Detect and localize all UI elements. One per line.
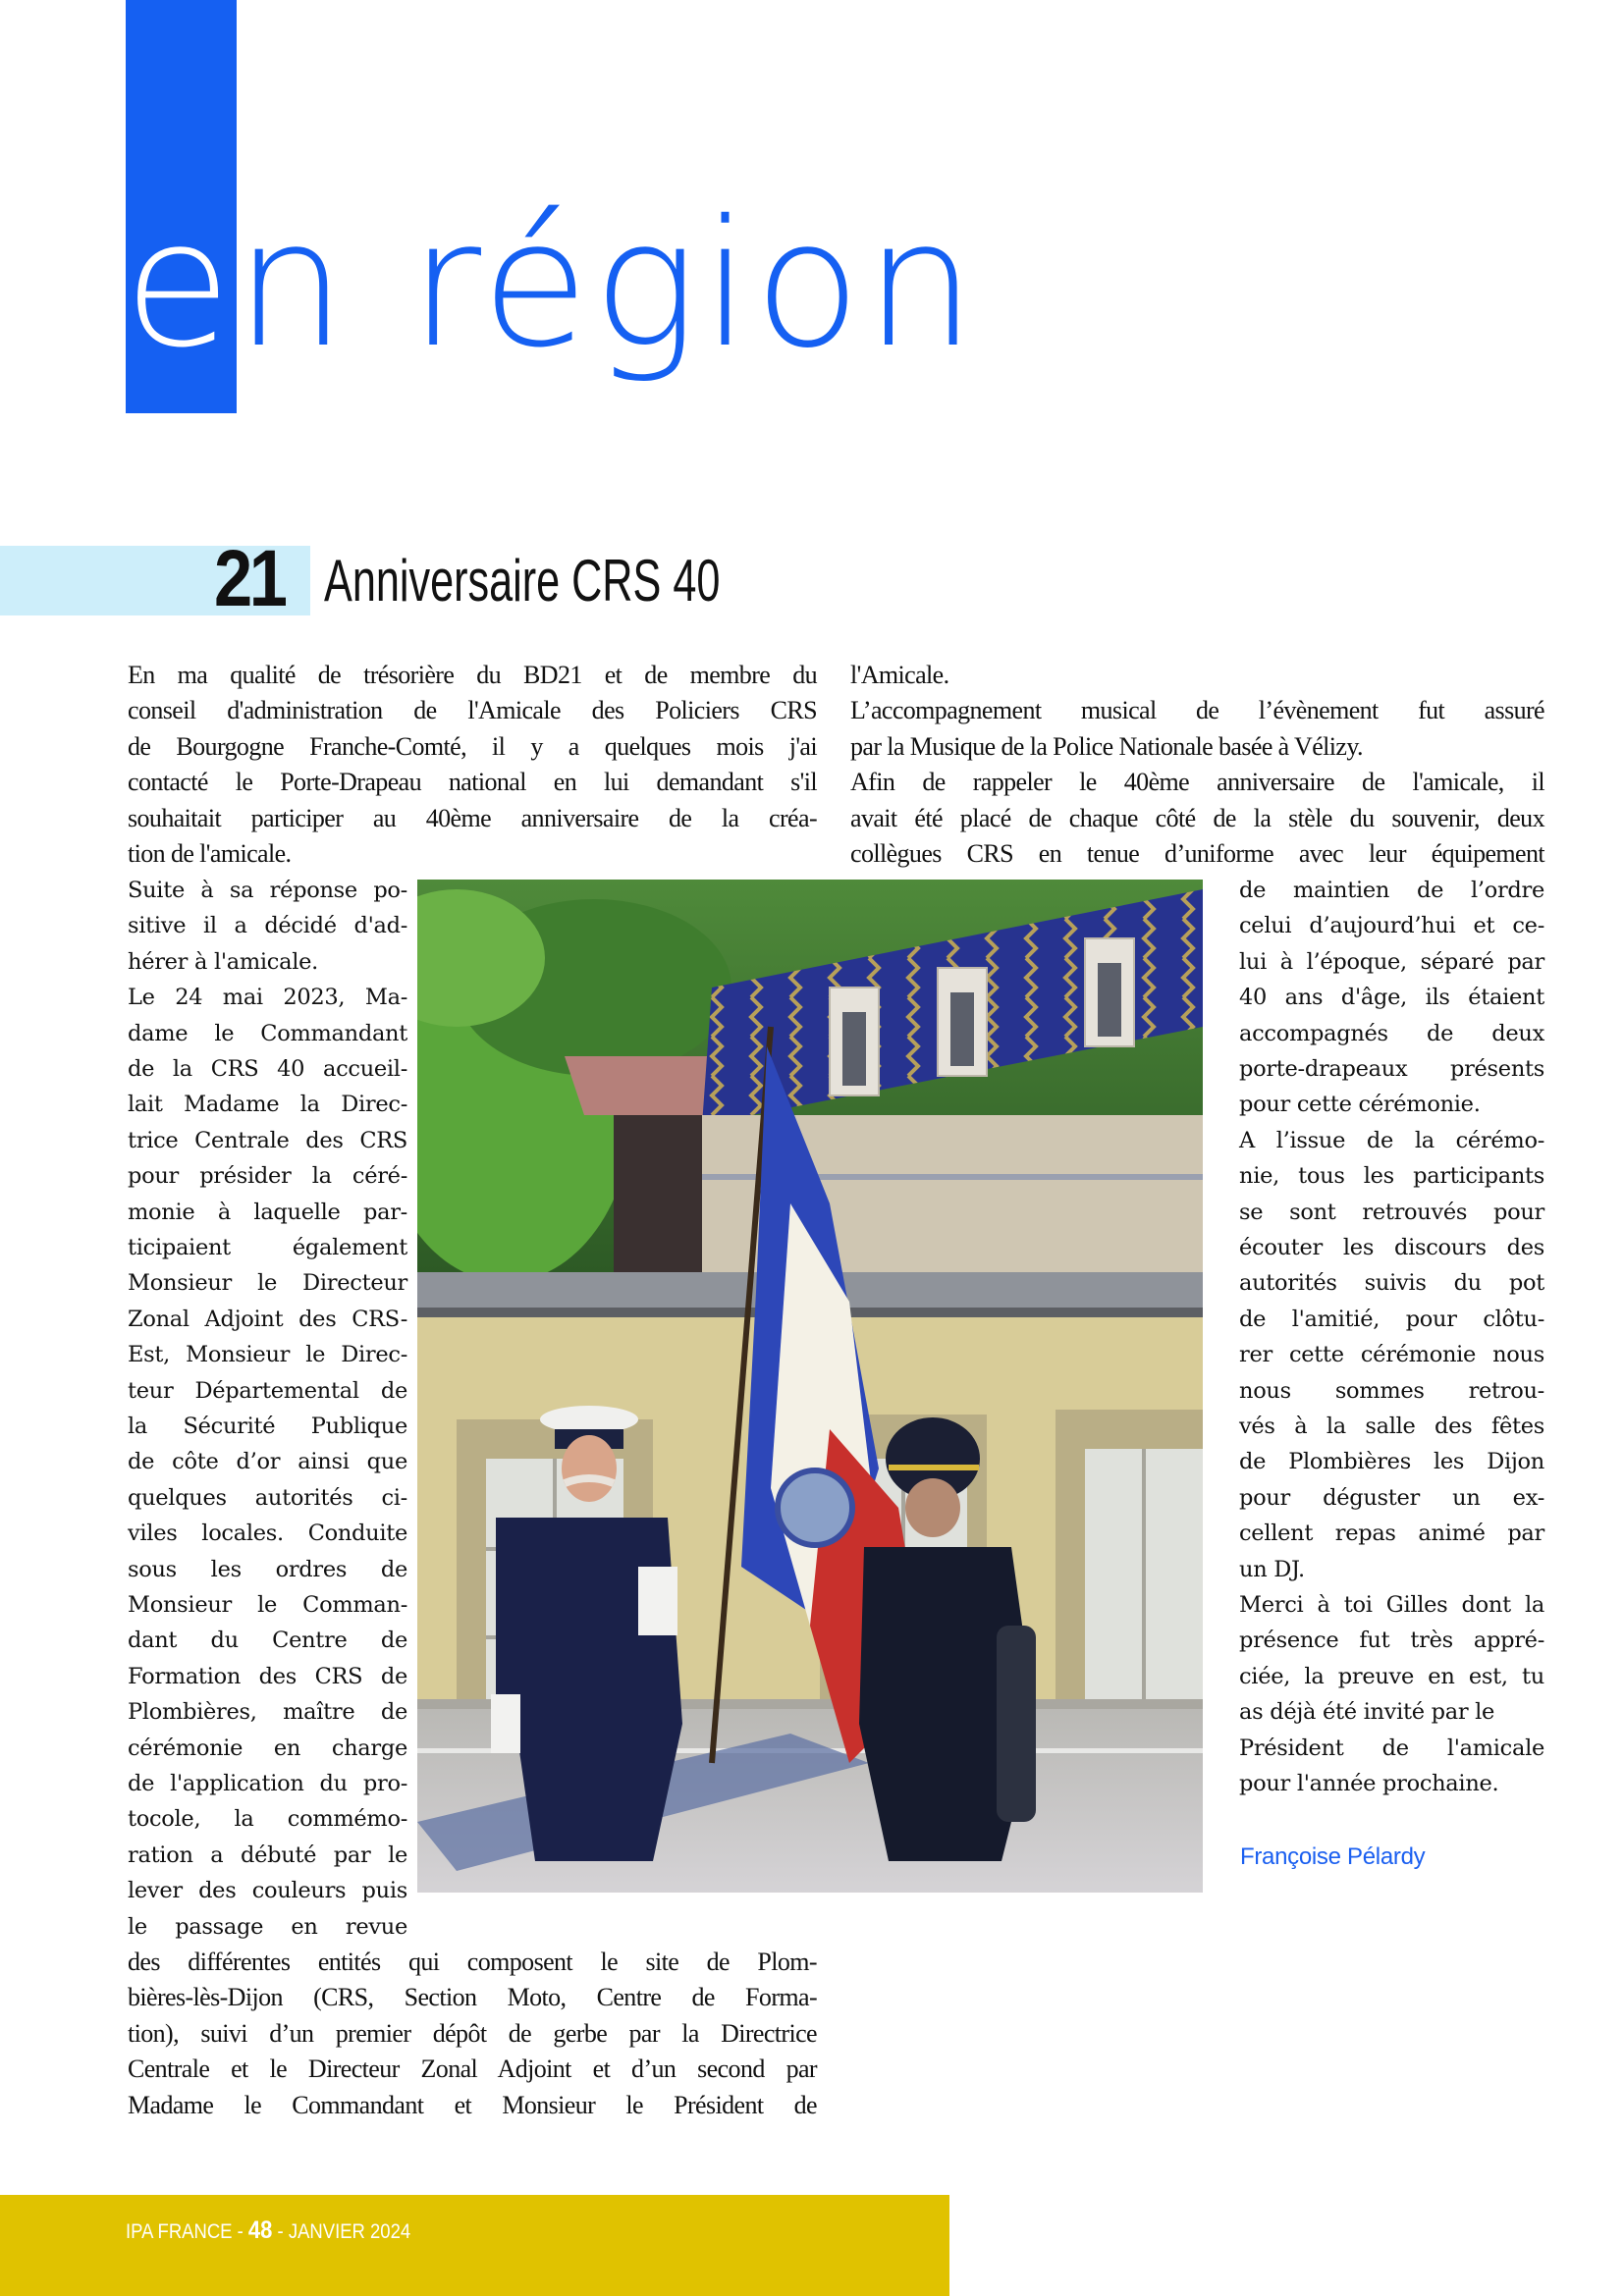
- text-line: accompagnés de deux: [1239, 1020, 1544, 1046]
- text-line: pour cette cérémonie.: [1239, 1092, 1481, 1118]
- photo-illustration: [417, 880, 1203, 1893]
- text-line: collègues CRS en tenue d’uniforme avec leur équipement: [850, 839, 1544, 868]
- text-line: cérémonie en charge: [128, 1735, 407, 1761]
- text-line: de l'amitié, pour clôtu-: [1239, 1306, 1544, 1332]
- text-line: nie, tous les participants: [1239, 1163, 1544, 1190]
- text-line: monie à laquelle par-: [128, 1199, 407, 1225]
- text-line: Zonal Adjoint des CRS-: [128, 1306, 407, 1332]
- text-line: as déjà été invité par le: [1239, 1699, 1495, 1726]
- text-line: En ma qualité de trésorière du BD21 et de membre du: [128, 661, 817, 689]
- text-line: Président de l'amicale: [1239, 1735, 1544, 1761]
- text-line: de l'application du pro-: [128, 1771, 407, 1796]
- text-line: Madame le Commandant et Monsieur le Président de: [128, 2090, 817, 2119]
- text-line: souhaitait participer au 40ème anniversaire de la créa-: [128, 803, 817, 832]
- text-line: lui à l’époque, séparé par: [1239, 948, 1544, 975]
- article-title: Anniversaire CRS 40: [324, 548, 721, 614]
- text-line: rer cette cérémonie nous: [1239, 1342, 1544, 1368]
- page-number: 48: [247, 2216, 273, 2244]
- text-line: de Plombières les Dijon: [1239, 1449, 1544, 1475]
- text-line: pour présider la céré-: [128, 1163, 407, 1190]
- text-line: présence fut très appré-: [1239, 1628, 1544, 1654]
- text-line: conseil d'administration de l'Amicale des Policiers CRS: [128, 696, 817, 725]
- text-line: contacté le Porte-Drapeau national en lui demandant s'il: [128, 768, 817, 797]
- author-signature: Françoise Pélardy: [1240, 1843, 1426, 1870]
- text-line: pour déguster un ex-: [1239, 1484, 1544, 1511]
- text-line: Le 24 mai 2023, Ma-: [128, 985, 407, 1011]
- footer-text: [126, 2211, 410, 2250]
- text-line: quelques autorités ci-: [128, 1484, 407, 1511]
- text-line: la Sécurité Publique: [128, 1414, 407, 1439]
- text-line: Monsieur le Comman-: [128, 1592, 407, 1618]
- text-line: lever des couleurs puis: [128, 1878, 407, 1904]
- text-line: tion), suivi d’un premier dépôt de gerbe par la Directrice: [128, 2018, 817, 2048]
- text-line: L’accompagnement musical de l’évènement fut assuré: [850, 696, 1544, 725]
- text-line: tocole, la commémo-: [128, 1806, 407, 1833]
- text-line: dant du Centre de: [128, 1628, 407, 1654]
- text-line: Centrale et le Directeur Zonal Adjoint et d’un second par: [128, 2055, 817, 2084]
- text-line: pour l'année prochaine.: [1239, 1771, 1499, 1796]
- text-line: viles locales. Conduite: [128, 1521, 407, 1547]
- department-number: 21: [214, 534, 285, 623]
- text-line: bières-lès-Dijon (CRS, Section Moto, Centre de Forma-: [128, 1983, 817, 2012]
- text-line: lait Madame la Direc-: [128, 1092, 407, 1118]
- text-line: tion de l'amicale.: [128, 839, 292, 868]
- text-line: de maintien de l’ordre: [1239, 878, 1544, 903]
- section-title-first-letter: e: [124, 183, 236, 386]
- text-line: Afin de rappeler le 40ème anniversaire de l'amicale, il: [850, 768, 1544, 797]
- section-title: [124, 167, 980, 402]
- section-title-rest: n région: [235, 183, 980, 386]
- text-line: 40 ans d'âge, ils étaient: [1239, 985, 1544, 1011]
- text-line: nous sommes retrou-: [1239, 1377, 1544, 1404]
- text-line: teur Départemental de: [128, 1377, 407, 1404]
- text-line: Monsieur le Directeur: [128, 1270, 407, 1297]
- text-line: vés à la salle des fêtes: [1239, 1414, 1544, 1439]
- text-line: dame le Commandant: [128, 1020, 407, 1046]
- text-line: Est, Monsieur le Direc-: [128, 1342, 407, 1368]
- text-line: ciée, la preuve en est, tu: [1239, 1663, 1544, 1689]
- text-line: de côte d’or ainsi que: [128, 1449, 407, 1475]
- text-line: sitive il a décidé d'ad-: [128, 913, 407, 939]
- text-line: se sont retrouvés pour: [1239, 1199, 1544, 1225]
- text-line: écouter les discours des: [1239, 1235, 1544, 1260]
- text-line: Suite à sa réponse po-: [128, 878, 407, 903]
- text-line: avait été placé de chaque côté de la stèle du souvenir, deux: [850, 803, 1544, 832]
- text-line: trice Centrale des CRS: [128, 1127, 407, 1153]
- text-line: un DJ.: [1239, 1556, 1305, 1582]
- text-line: Formation des CRS de: [128, 1663, 407, 1689]
- text-line: des différentes entités qui composent le site de Plom-: [128, 1948, 817, 1976]
- text-line: sous les ordres de: [128, 1556, 407, 1582]
- issue-date: - JANVIER 2024: [272, 2220, 411, 2243]
- text-line: porte-drapeaux présents: [1239, 1056, 1544, 1082]
- text-line: A l’issue de la cérémo-: [1239, 1127, 1544, 1153]
- text-line: autorités suivis du pot: [1239, 1270, 1544, 1297]
- publication-name: IPA FRANCE -: [126, 2220, 248, 2243]
- text-line: de Bourgogne Franche-Comté, il y a quelques mois j'ai: [128, 731, 817, 761]
- text-line: Merci à toi Gilles dont la: [1239, 1592, 1544, 1618]
- ceremony-photo: [417, 880, 1203, 1893]
- text-line: le passage en revue: [128, 1913, 407, 1940]
- text-line: cellent repas animé par: [1239, 1521, 1544, 1547]
- text-line: de la CRS 40 accueil-: [128, 1056, 407, 1082]
- text-line: l'Amicale.: [850, 661, 949, 689]
- text-line: celui d’aujourd’hui et ce-: [1239, 913, 1544, 939]
- text-line: par la Musique de la Police Nationale basée à Vélizy.: [850, 731, 1363, 761]
- text-line: ration a débuté par le: [128, 1842, 407, 1868]
- text-line: ticipaient également: [128, 1235, 407, 1260]
- text-line: hérer à l'amicale.: [128, 948, 318, 975]
- text-line: Plombières, maître de: [128, 1699, 407, 1726]
